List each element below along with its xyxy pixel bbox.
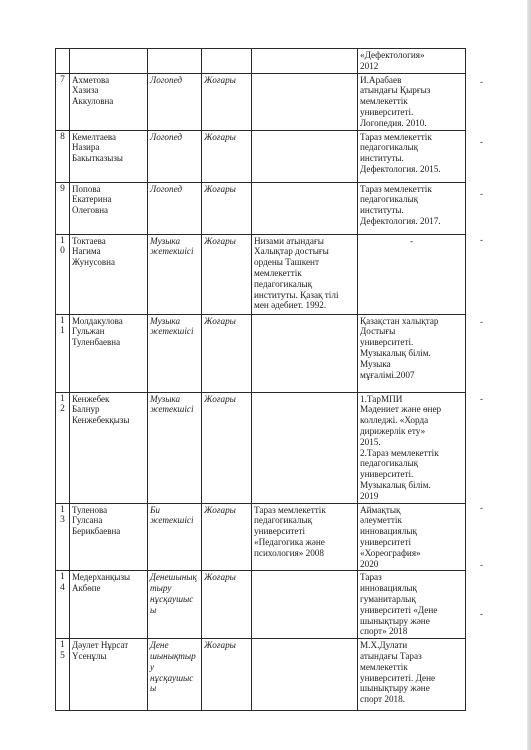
cell-line: Би xyxy=(150,504,161,515)
employee-position xyxy=(148,503,202,571)
table-row xyxy=(56,571,466,639)
employee-name xyxy=(70,571,148,639)
cell-line: 2015. xyxy=(360,436,381,447)
table-row xyxy=(56,234,466,314)
cell-line: спорт» 2018 xyxy=(360,626,408,637)
education-institution-1 xyxy=(252,73,358,130)
row-dash-mark: - xyxy=(480,503,483,513)
cell-line: тыру xyxy=(150,583,172,594)
cell-line: Акбөпе xyxy=(72,583,101,594)
cell-line: 2.Тараз мемлекеттік xyxy=(360,447,439,458)
cell-line: Логопедия. 2010. xyxy=(360,117,427,128)
employee-position xyxy=(148,571,202,639)
cell-line: Логопед xyxy=(150,131,183,142)
cell-line: Дефектология. 2017. xyxy=(360,215,441,226)
cell-line: колледжі. «Хорда xyxy=(360,415,429,426)
cell-line: Олеговна xyxy=(72,205,109,216)
education-level: Жоғары xyxy=(202,392,252,503)
cell-line: Бакытказызы xyxy=(72,153,123,164)
education-level: Жоғары xyxy=(202,234,252,314)
education-level: Жоғары xyxy=(202,73,252,130)
cell-line: Хазиза xyxy=(72,85,99,96)
employee-position xyxy=(148,73,202,130)
row-dash-mark: - xyxy=(480,394,483,404)
cell-line: Гулсана xyxy=(72,515,103,526)
cell-line: нұсқаушыс xyxy=(150,672,194,683)
table-row xyxy=(56,182,466,234)
cell-line: Тараз мемлекеттік xyxy=(254,504,326,515)
education-institution-1 xyxy=(252,49,358,74)
cell-line: Дефектология. 2015. xyxy=(360,163,441,174)
cell-line: ордены Ташкент xyxy=(254,257,319,268)
cell-line: И.Арабаев xyxy=(360,74,402,85)
cell-line: спорт 2018. xyxy=(360,694,406,705)
cell-line: 1.ТарМПИ xyxy=(360,393,403,404)
education-institution-1 xyxy=(252,571,358,639)
cell-line: «Хореография» xyxy=(360,547,421,558)
table-row xyxy=(56,130,466,182)
cell-line: ы xyxy=(150,683,157,694)
education-institution-2 xyxy=(358,314,466,392)
education-institution-2 xyxy=(358,130,466,182)
cell-line: нұсқаушыс xyxy=(150,593,194,604)
cell-line: университеті xyxy=(254,526,306,537)
row-number: 7 xyxy=(56,73,70,130)
row-number: 11 xyxy=(56,314,70,392)
cell-line: Халықтар достығы xyxy=(254,246,329,257)
cell-line: университеті. xyxy=(360,469,414,480)
employee-name xyxy=(70,503,148,571)
education-level: Жоғары xyxy=(202,571,252,639)
cell-line: университеті. xyxy=(360,337,414,348)
cell-line: гуманитарлық xyxy=(360,593,416,604)
row-number xyxy=(56,49,70,74)
cell-line: шынықтыру xyxy=(150,650,196,672)
row-dash-mark: - xyxy=(480,235,483,245)
education-institution-1 xyxy=(252,503,358,571)
cell-line: 2019 xyxy=(360,490,379,501)
cell-line: педагогикалық xyxy=(360,194,419,205)
cell-line: педагогикалық xyxy=(360,142,419,153)
cell-line: «Дефектология» xyxy=(360,50,425,60)
cell-line: Музыкалық білім. xyxy=(360,347,431,358)
employee-position xyxy=(148,182,202,234)
cell-line: Аймақтық xyxy=(360,504,401,515)
cell-line: педагогикалық xyxy=(254,278,313,289)
cell-line: атындағы Қырғыз xyxy=(360,85,431,96)
cell-line: Музыка xyxy=(150,235,181,246)
employee-position xyxy=(148,130,202,182)
employee-position xyxy=(148,49,202,74)
cell-line: педагогикалық xyxy=(360,458,419,469)
education-institution-2 xyxy=(358,639,466,711)
cell-line: Тараз мемлекеттік xyxy=(360,183,432,194)
cell-line: Туленова xyxy=(72,504,108,515)
education-institution-2 xyxy=(358,503,466,571)
education-institution-2 xyxy=(358,182,466,234)
cell-line: инновациялық xyxy=(360,526,417,537)
cell-line: шынықтыру және xyxy=(360,683,430,694)
cell-line: Дәулет Нұрсат xyxy=(72,640,129,651)
cell-line: Аккуловна xyxy=(72,96,114,107)
cell-line: Кенжебекқызы xyxy=(72,415,130,426)
cell-line: институты. xyxy=(360,153,404,164)
employee-position xyxy=(148,314,202,392)
cell-line: Музыка xyxy=(150,393,181,404)
cell-line: Денешынық xyxy=(150,572,197,583)
cell-line: университеті «Дене xyxy=(360,604,438,615)
cell-line: жетекшісі xyxy=(150,326,194,337)
education-institution-2 xyxy=(358,571,466,639)
cell-line: университеті. Дене xyxy=(360,672,436,683)
cell-line: жетекшісі xyxy=(150,515,194,526)
cell-line: мұғалімі.2007 xyxy=(360,369,415,380)
cell-line: Достығы xyxy=(360,326,396,337)
row-dash-mark: - xyxy=(480,137,483,147)
cell-line: Тараз xyxy=(360,572,382,583)
employee-position xyxy=(148,234,202,314)
employee-name xyxy=(70,392,148,503)
cell-line: Екатерина xyxy=(72,194,112,205)
cell-line: Ахметова xyxy=(72,74,110,85)
cell-line: Мәдениет және өнер xyxy=(360,404,442,415)
education-institution-2 xyxy=(358,73,466,130)
cell-line: Музыка xyxy=(150,315,181,326)
cell-line: М.Х.Дулати xyxy=(360,640,408,651)
cell-line: институты. Қазақ тілі xyxy=(254,289,339,300)
education-level xyxy=(202,49,252,74)
cell-line: атындағы Тараз xyxy=(360,650,422,661)
cell-line: дирижерлік ету» xyxy=(360,425,426,436)
cell-line: Музыкалық білім. xyxy=(360,479,431,490)
cell-line: 2012 xyxy=(360,60,379,71)
row-dash-mark: - xyxy=(480,609,483,619)
education-institution-1 xyxy=(252,314,358,392)
employee-name xyxy=(70,234,148,314)
cell-line: Кемелтаева xyxy=(72,131,116,142)
education-institution-2 xyxy=(358,49,466,74)
education-institution-2 xyxy=(358,392,466,503)
cell-line: Попова xyxy=(72,183,101,194)
cell-line: Назира xyxy=(72,142,100,153)
cell-line: Низами атындағы xyxy=(254,235,324,246)
cell-line: институты. xyxy=(360,205,404,216)
cell-line: 2020 xyxy=(360,558,379,569)
cell-line: университеті. xyxy=(360,106,414,117)
cell-line: инновациялық xyxy=(360,583,417,594)
education-institution-1 xyxy=(252,130,358,182)
cell-line: мемлекеттік xyxy=(254,267,302,278)
cell-line: шынықтыру және xyxy=(360,615,430,626)
row-dash-mark: - xyxy=(480,317,483,327)
cell-line: «Педагогика және xyxy=(254,536,325,547)
education-institution-1 xyxy=(252,234,358,314)
education-level: Жоғары xyxy=(202,639,252,711)
cell-line: Үсенұлы xyxy=(72,650,107,661)
cell-line: жетекшісі xyxy=(150,246,194,257)
cell-line: Туленбаевна xyxy=(72,337,121,348)
cell-line: психология» 2008 xyxy=(254,547,324,558)
page-edge xyxy=(527,0,531,750)
employee-name xyxy=(70,73,148,130)
table-row xyxy=(56,49,466,74)
education-institution-1 xyxy=(252,182,358,234)
cell-line: Музыка xyxy=(360,358,391,369)
employee-position xyxy=(148,392,202,503)
cell-line: мен әдебиет. 1992. xyxy=(254,300,327,311)
education-level: Жоғары xyxy=(202,314,252,392)
employee-name xyxy=(70,49,148,74)
cell-line: Логопед xyxy=(150,183,183,194)
cell-line: Қазақстан халықтар xyxy=(360,315,439,326)
cell-line: Балнур xyxy=(72,404,100,415)
employee-name xyxy=(70,182,148,234)
row-dash-mark: - xyxy=(480,560,483,570)
education-level: Жоғары xyxy=(202,130,252,182)
table-row xyxy=(56,503,466,571)
row-number: 9 xyxy=(56,182,70,234)
cell-line: мемлекеттік xyxy=(360,96,408,107)
cell-line: ы xyxy=(150,604,157,615)
education-institution-2 xyxy=(358,234,466,314)
cell-line: әлеуметтік xyxy=(360,515,402,526)
cell-line: Токтаева xyxy=(72,235,106,246)
table-row xyxy=(56,73,466,130)
row-number: 15 xyxy=(56,639,70,711)
cell-line: мемлекеттік xyxy=(360,661,408,672)
employee-name xyxy=(70,130,148,182)
table-row xyxy=(56,639,466,711)
cell-line: Молдакулова xyxy=(72,315,123,326)
table-row xyxy=(56,314,466,392)
row-number: 13 xyxy=(56,503,70,571)
row-dash-mark: - xyxy=(480,189,483,199)
employee-name xyxy=(70,639,148,711)
education-level: Жоғары xyxy=(202,182,252,234)
education-institution-1 xyxy=(252,392,358,503)
cell-line: Кенжебек xyxy=(72,393,110,404)
employee-position xyxy=(148,639,202,711)
cell-line: Берикбаевна xyxy=(72,526,121,537)
cell-line: Медерханқызы xyxy=(72,572,131,583)
row-number: 14 xyxy=(56,571,70,639)
employee-name xyxy=(70,314,148,392)
education-institution-1 xyxy=(252,639,358,711)
row-number: 8 xyxy=(56,130,70,182)
cell-line: Жунусовна xyxy=(72,257,115,268)
cell-line: Дене xyxy=(150,640,169,651)
row-number: 10 xyxy=(56,234,70,314)
cell-line: Нагима xyxy=(72,246,101,257)
education-level: Жоғары xyxy=(202,503,252,571)
staff-table-body xyxy=(56,49,466,711)
cell-line: Гульжан xyxy=(72,326,105,337)
row-dash-mark: - xyxy=(480,77,483,87)
cell-line: Тараз мемлекеттік xyxy=(360,131,432,142)
cell-line: - xyxy=(409,235,414,246)
row-number: 12 xyxy=(56,392,70,503)
cell-line: университеті xyxy=(360,536,412,547)
cell-line: педагогикалық xyxy=(254,515,313,526)
cell-line: Логопед xyxy=(150,74,183,85)
staff-table xyxy=(55,48,466,711)
cell-line: жетекшісі xyxy=(150,404,194,415)
table-row xyxy=(56,392,466,503)
